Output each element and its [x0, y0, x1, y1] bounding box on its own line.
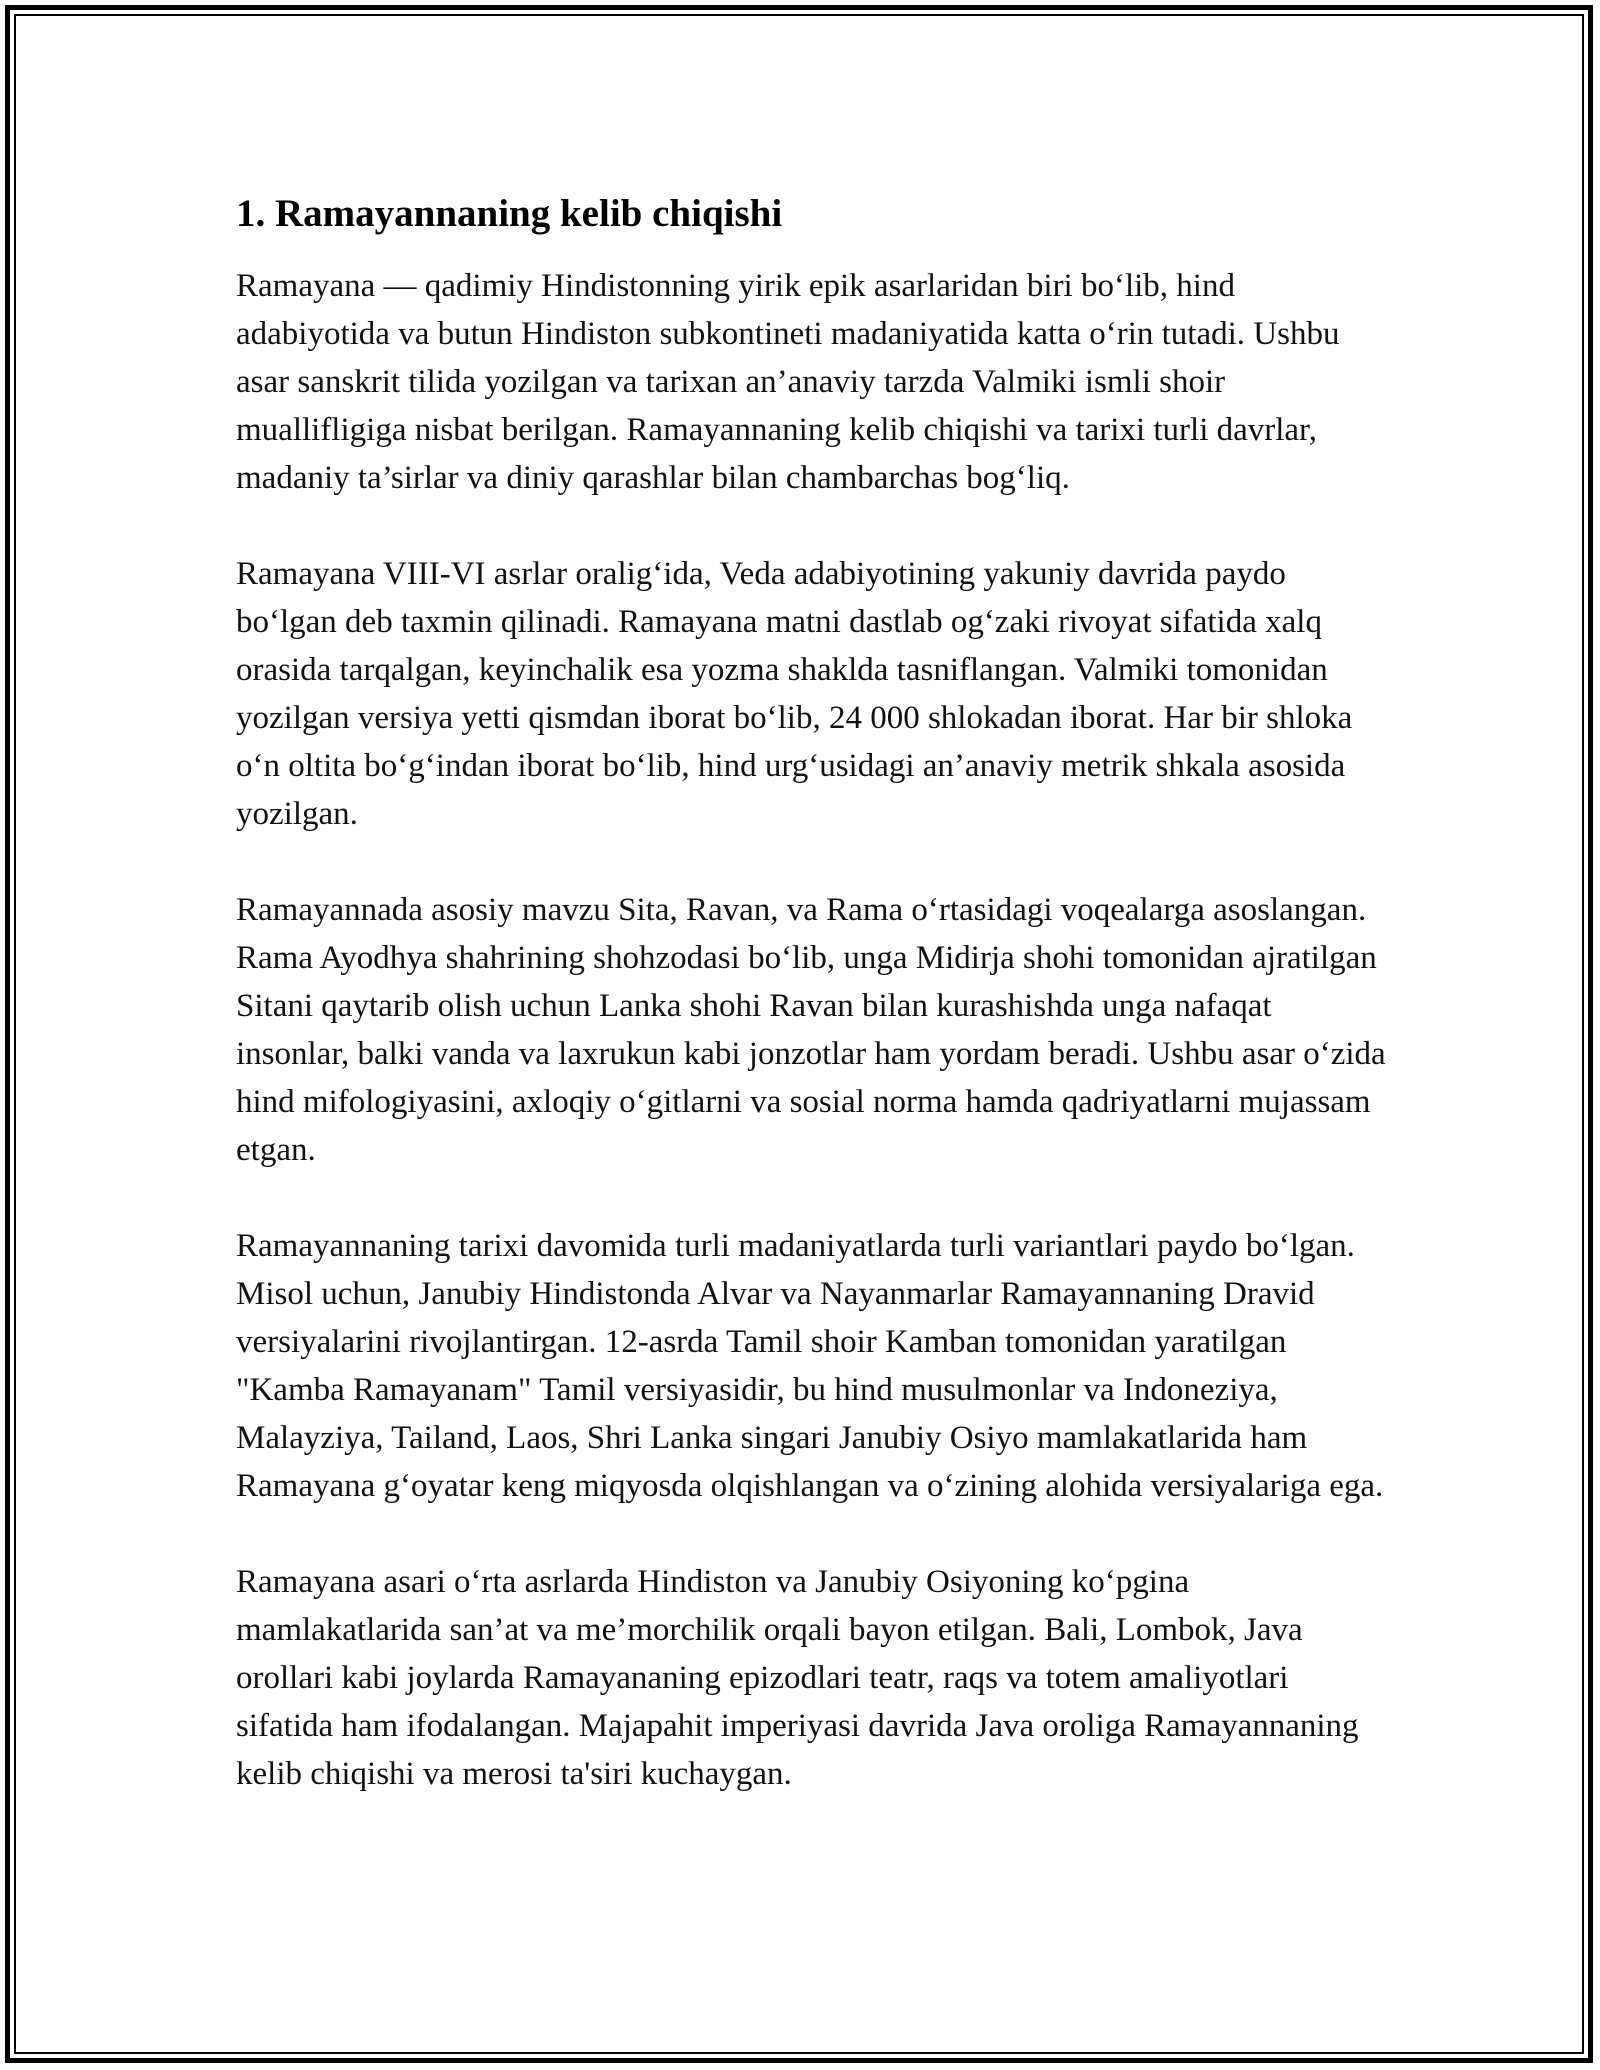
- document-body: [236, 188, 1386, 1846]
- paragraph-5: Ramayana asari oʻrta asrlarda Hindiston va Janubiy Osiyoning koʻpgina mamlakatlarida san’at va me’morchilik orqali bayon etilgan. Bali, Lombok, Java orollari kabi joylarda Ramayananing epizodlari teatr, raqs va totem amaliyotlari sifatida ham ifodalangan. Majapahit imperiyasi davrida Java oroliga Ramayannaning kelib chiqishi va merosi ta'siri kuchaygan.: [236, 1564, 1359, 1792]
- paragraph-3: Ramayannada asosiy mavzu Sita, Ravan, va Rama oʻrtasidagi voqealarga asoslangan. Rama Ayodhya shahrining shohzodasi boʻlib, unga Midirja shohi tomonidan ajratilgan Sitani qaytarib olish uchun Lanka shohi Ravan bilan kurashishda unga nafaqat insonlar, balki vanda va laxrukun kabi jonzotlar ham yordam beradi. Ushbu asar oʻzida hind mifologiyasini, axloqiy oʻgitlarni va sosial norma hamda qadriyatlarni mujassam etgan.: [236, 892, 1386, 1168]
- paragraph-1: Ramayana — qadimiy Hindistonning yirik epik asarlaridan biri boʻlib, hind adabiyotida va butun Hindiston subkontineti madaniyatida katta oʻrin tutadi. Ushbu asar sanskrit tilida yozilgan va tarixan an’anaviy tarzda Valmiki ismli shoir muallifligiga nisbat berilgan. Ramayannaning kelib chiqishi va tarixi turli davrlar, madaniy ta’sirlar va diniy qarashlar bilan chambarchas bogʻliq.: [236, 268, 1340, 496]
- paragraph-4: Ramayannaning tarixi davomida turli madaniyatlarda turli variantlari paydo boʻlgan. Misol uchun, Janubiy Hindistonda Alvar va Nayanmarlar Ramayannaning Dravid versiyalarini rivojlantirgan. 12-asrda Tamil shoir Kamban tomonidan yaratilgan "Kamba Ramayanam" Tamil versiyasidir, bu hind musulmonlar va Indoneziya, Malayziya, Tailand, Laos, Shri Lanka singari Janubiy Osiyo mamlakatlarida ham Ramayana gʻoyatar keng miqyosda olqishlangan va oʻzining alohida versiyalariga ega.: [236, 1228, 1384, 1504]
- paragraph-2: Ramayana VIII-VI asrlar oraligʻida, Veda adabiyotining yakuniy davrida paydo boʻlgan deb taxmin qilinadi. Ramayana matni dastlab ogʻzaki rivoyat sifatida xalq orasida tarqalgan, keyinchalik esa yozma shaklda tasniflangan. Valmiki tomonidan yozilgan versiya yetti qismdan iborat boʻlib, 24 000 shlokadan iborat. Har bir shloka oʻn oltita boʻgʻindan iborat boʻlib, hind urgʻusidagi an’anaviy metrik shkala asosida yozilgan.: [236, 556, 1353, 832]
- section-heading: 1. Ramayannaning kelib chiqishi: [236, 192, 783, 235]
